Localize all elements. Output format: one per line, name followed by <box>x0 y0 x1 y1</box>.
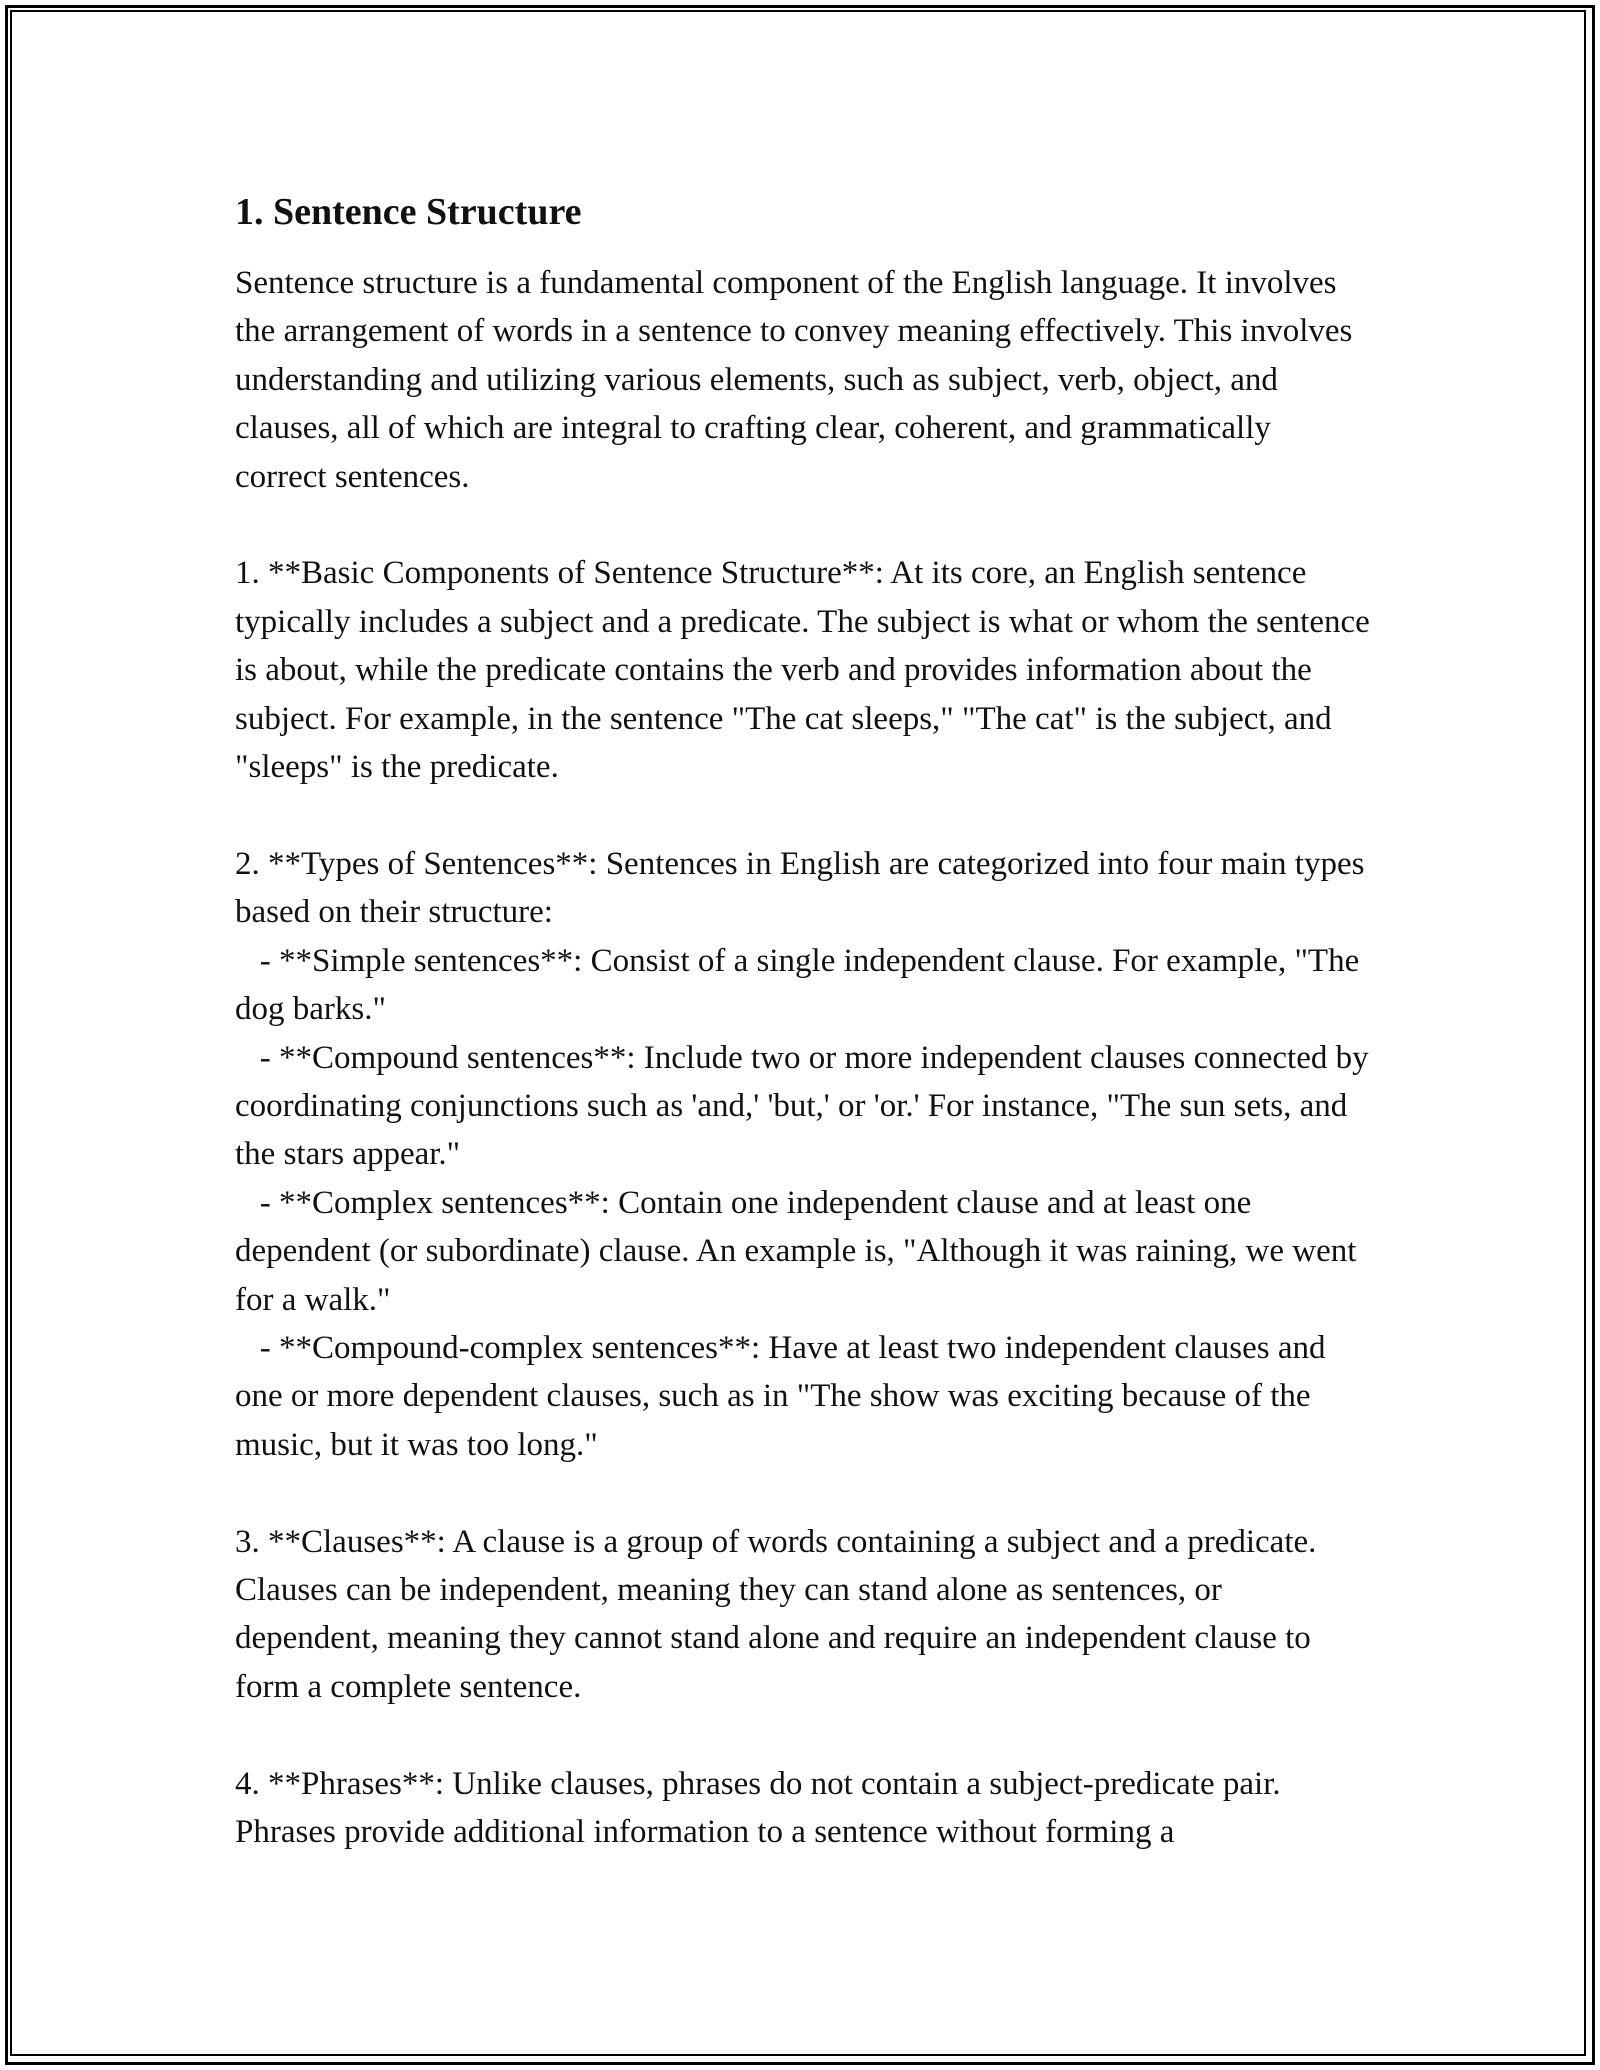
section-body-text: Sentence structure is a fundamental component of the English language. It involves the arrangement of words in a sentence to convey meaning effectively. This involves understanding and utilizing various elements, such as subject, verb, object, and clauses, all of which are integral to crafting clear, coherent, and grammatically correct sentences. 1. **Basic Components of Sentence Structure**: At its core, an English sentence typically includes a subject and a predicate. The subject is what or whom the sentence is about, while the predicate contains the verb and provides information about the subject. For example, in the sentence "The cat sleeps," "The cat" is the subject, and "sleeps" is the predicate. 2. **Types of Sentences**: Sentences in English are categorized into four main types based on their structure: - **Simple sentences**: Consist of a single independent clause. For example, "The dog barks." - **Compound sentences**: Include two or more independent clauses connected by coordinating conjunctions such as 'and,' 'but,' or 'or.' For instance, "The sun sets, and the stars appear." - **Complex sentences**: Contain one independent clause and at least one dependent (or subordinate) clause. An example is, "Although it was raining, we went for a walk." - **Compound-complex sentences**: Have at least two independent clauses and one or more dependent clauses, such as in "The show was exciting because of the music, but it was too long." 3. **Clauses**: A clause is a group of words containing a subject and a predicate. Clauses can be independent, meaning they can stand alone as sentences, or dependent, meaning they cannot stand alone and require an independent clause to form a complete sentence. 4. **Phrases**: Unlike clauses, phrases do not contain a subject-predicate pair. Phrases provide additional information to a sentence without forming a <box>235 265 1370 1850</box>
section-heading: 1. Sentence Structure <box>235 191 582 233</box>
document-content <box>235 185 1370 1856</box>
